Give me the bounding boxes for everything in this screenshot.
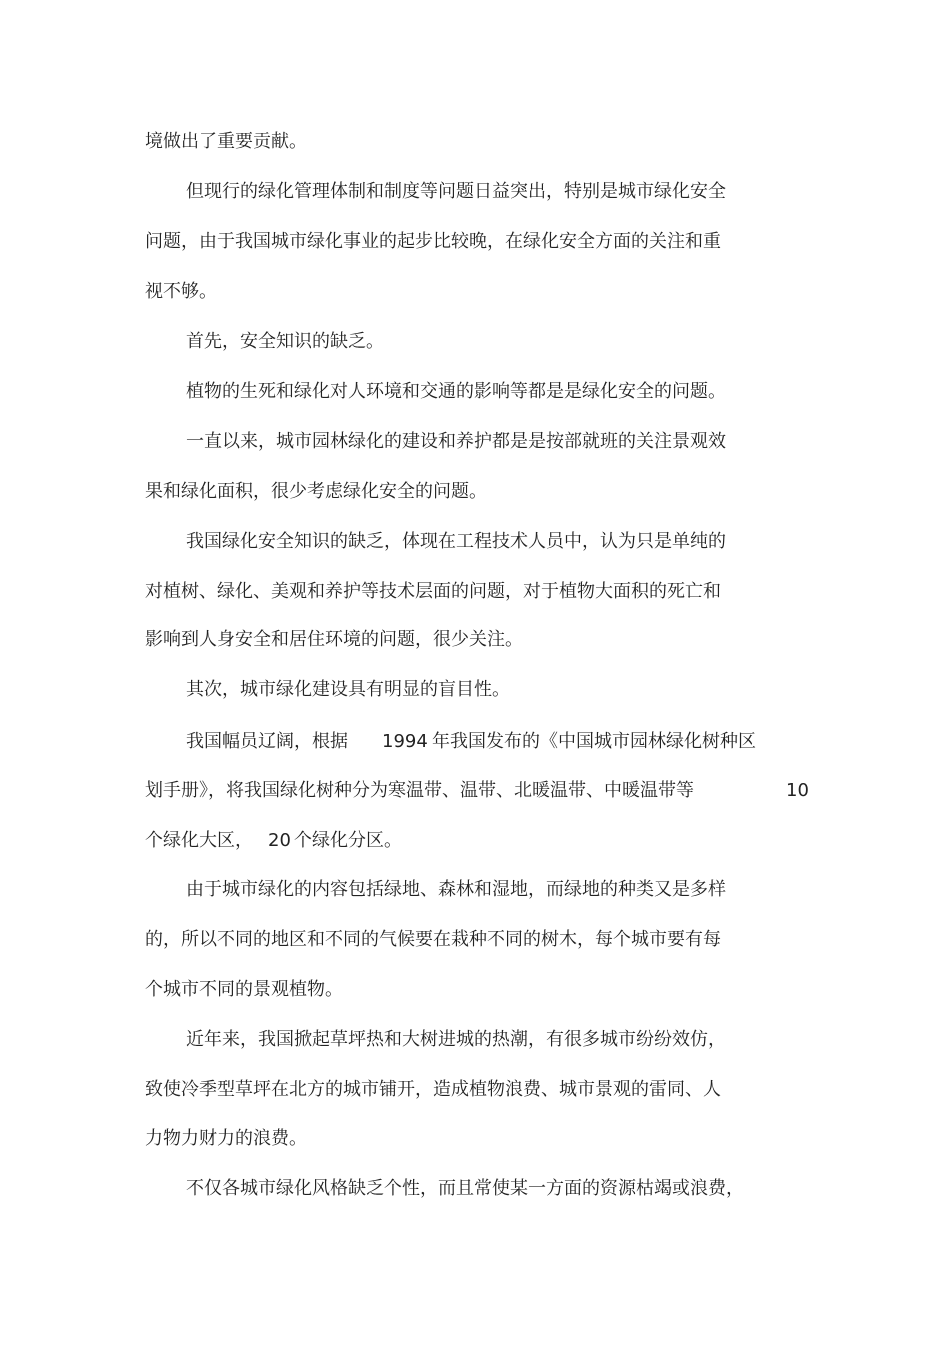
text-line: 问题，由于我国城市绿化事业的起步比较晚，在绿化安全方面的关注和重 [145,231,721,252]
text-line: 我国幅员辽阔，根据 [186,731,348,752]
text-number: 1994 [382,731,428,752]
text-line: 视不够。 [145,281,217,302]
text-line: 近年来，我国掀起草坪热和大树进城的热潮，有很多城市纷纷效仿， [186,1029,726,1050]
text-line: 一直以来，城市园林绿化的建设和养护都是是按部就班的关注景观效 [186,431,726,452]
text-line: 果和绿化面积，很少考虑绿化安全的问题。 [145,481,487,502]
text-line: 致使冷季型草坪在北方的城市铺开，造成植物浪费、城市景观的雷同、人 [145,1079,721,1100]
text-line: 境做出了重要贡献。 [145,131,307,152]
text-line: 但现行的绿化管理体制和制度等问题日益突出，特别是城市绿化安全 [186,181,726,202]
text-line: 对植树、绿化、美观和养护等技术层面的问题，对于植物大面积的死亡和 [145,581,721,602]
text-line: 个绿化大区， [145,830,253,851]
text-line: 其次，城市绿化建设具有明显的盲目性。 [186,679,510,700]
text-line: 影响到人身安全和居住环境的问题，很少关注。 [145,629,523,650]
text-line: 年我国发布的《中国城市园林绿化树种区 [432,731,756,752]
text-line: 力物力财力的浪费。 [145,1128,307,1149]
text-line: 不仅各城市绿化风格缺乏个性，而且常使某一方面的资源枯竭或浪费， [186,1178,744,1199]
text-number: 10 [786,780,809,801]
text-number: 20 [268,830,291,851]
text-line: 个绿化分区。 [294,830,402,851]
text-line: 我国绿化安全知识的缺乏，体现在工程技术人员中，认为只是单纯的 [186,531,726,552]
text-line: 植物的生死和绿化对人环境和交通的影响等都是是绿化安全的问题。 [186,381,726,402]
text-line: 个城市不同的景观植物。 [145,979,343,1000]
text-line: 划手册》，将我国绿化树种分为寒温带、温带、北暖温带、中暖温带等 [145,780,694,801]
text-line: 首先，安全知识的缺乏。 [186,331,384,352]
text-line: 的，所以不同的地区和不同的气候要在栽种不同的树木，每个城市要有每 [145,929,721,950]
text-line: 由于城市绿化的内容包括绿地、森林和湿地，而绿地的种类又是多样 [186,879,726,900]
